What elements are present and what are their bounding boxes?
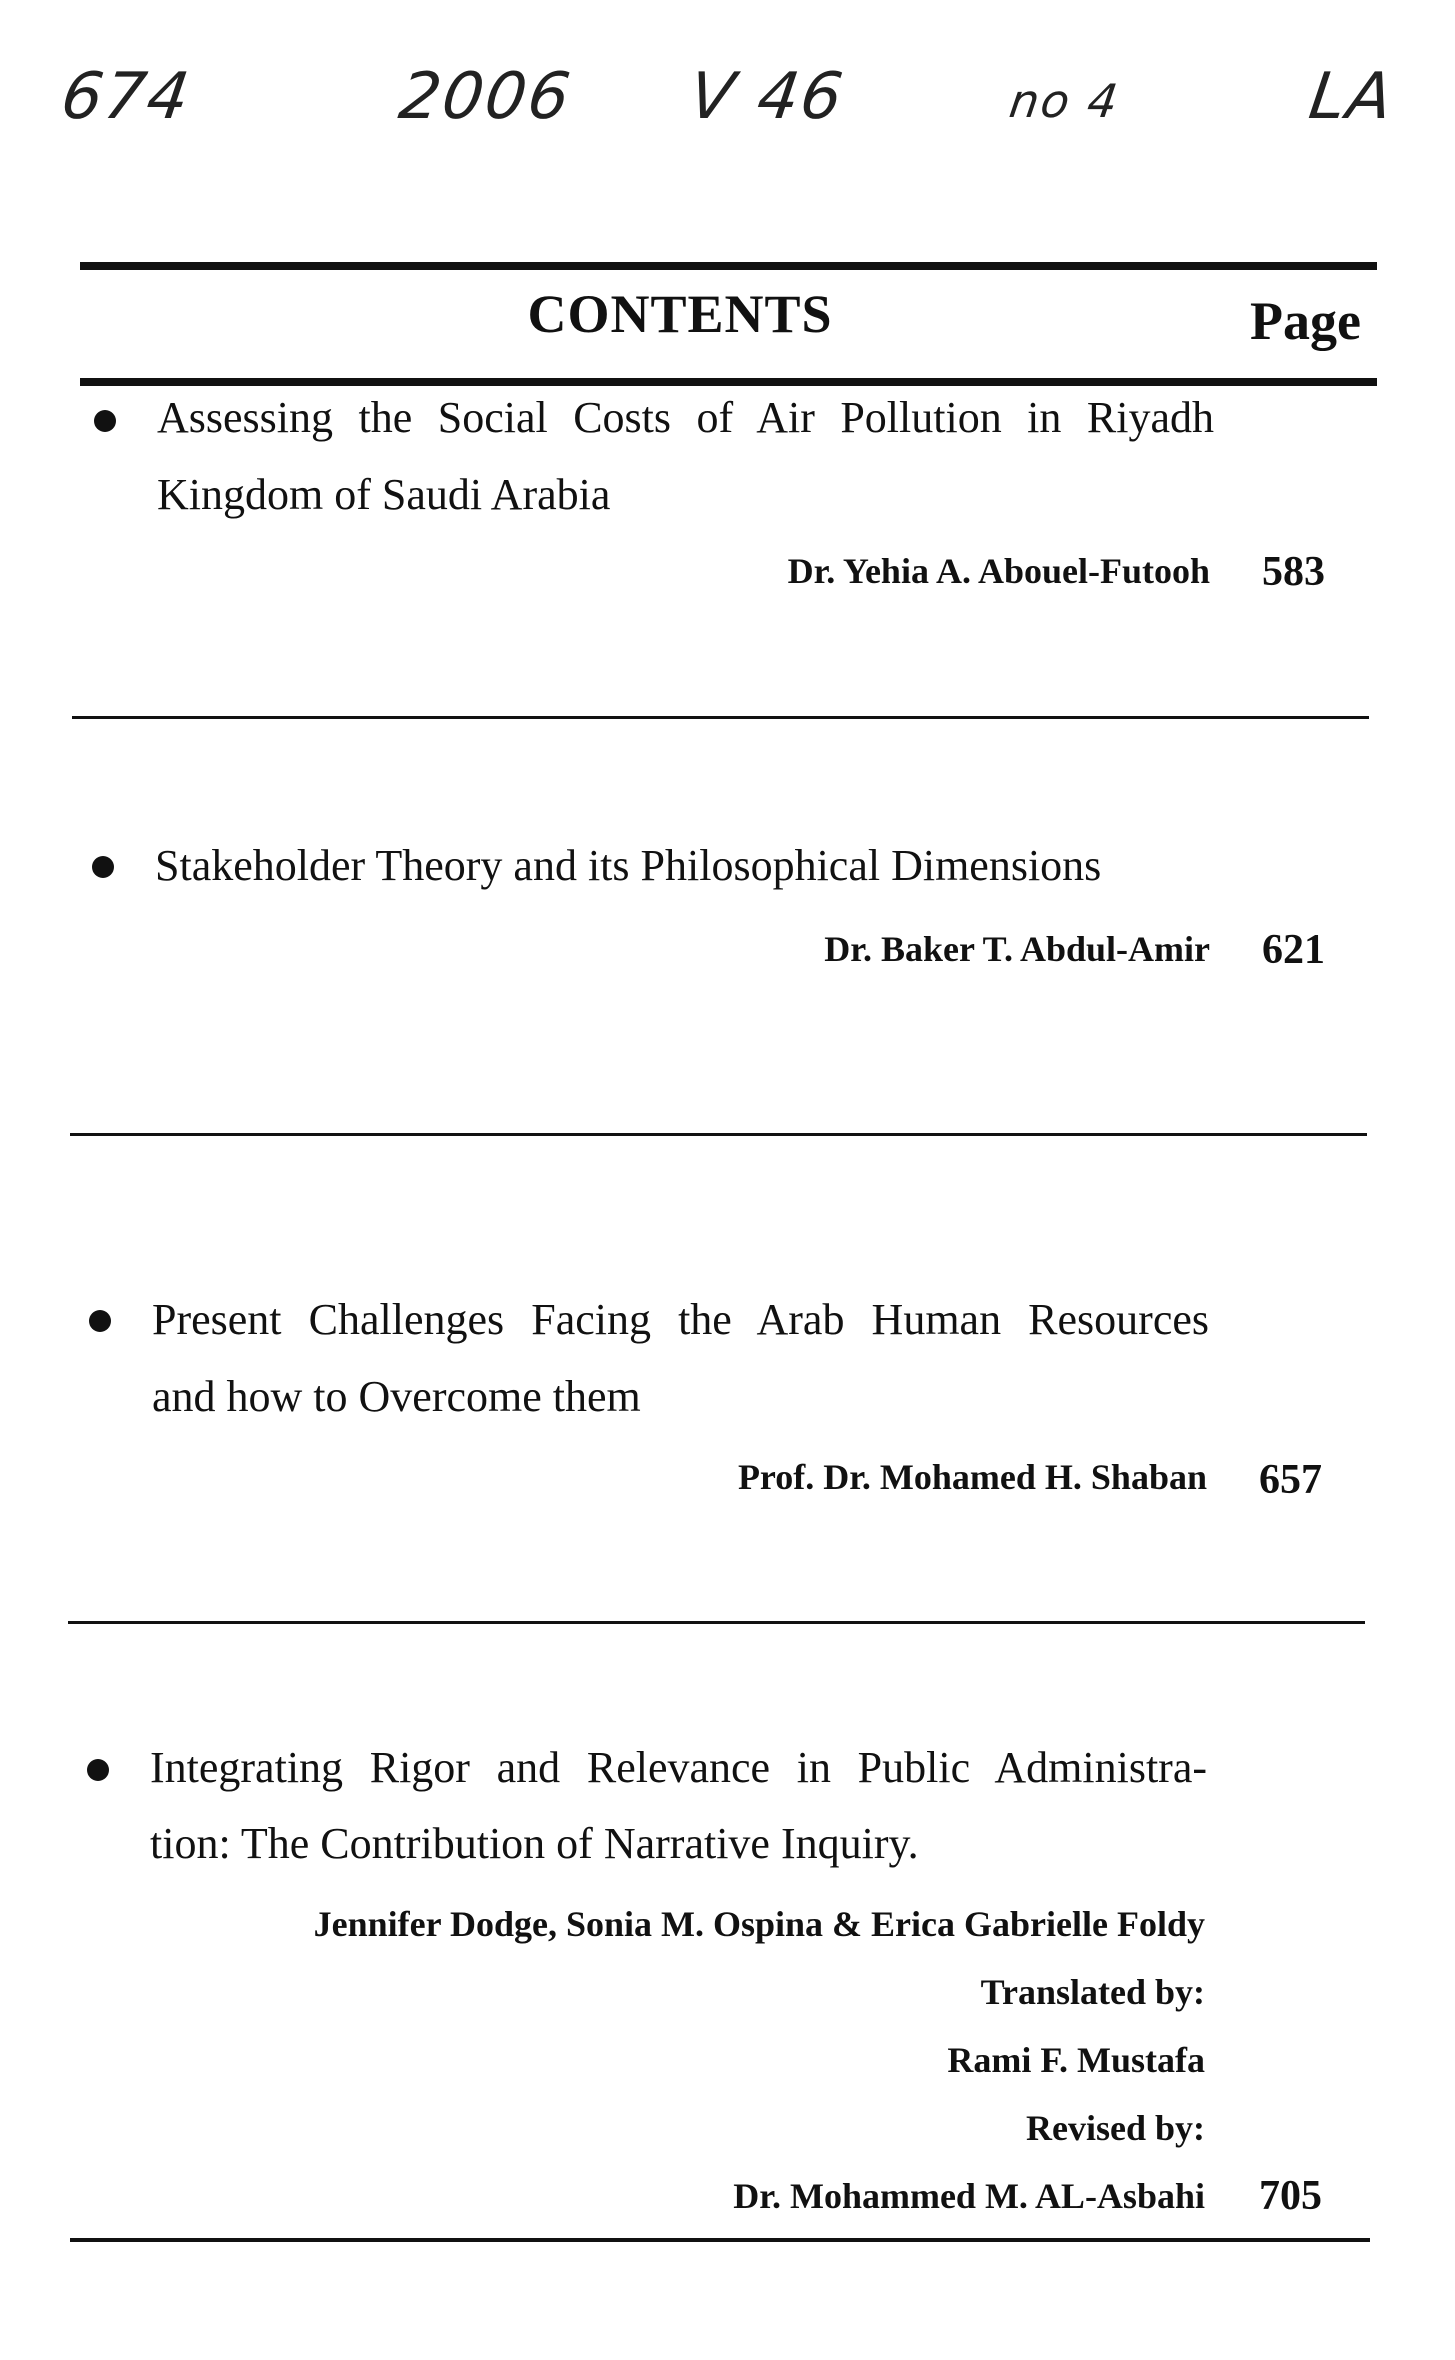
bullet-icon <box>89 1310 111 1332</box>
handwritten-call-number: 674 <box>56 60 196 134</box>
bullet-icon <box>92 856 114 878</box>
bullet-icon <box>87 1759 109 1781</box>
entry-page-number: 657 <box>1259 1457 1322 1503</box>
header-top-rule <box>80 262 1377 270</box>
entry-author: Dr. Baker T. Abdul-Amir <box>824 929 1210 969</box>
page-column-label: Page <box>1250 291 1361 351</box>
bottom-rule <box>70 2238 1370 2242</box>
handwritten-year: 2006 <box>394 60 577 134</box>
handwritten-issue: no 4 <box>1006 74 1123 128</box>
entry-title-line: tion: The Contribution of Narrative Inquiry. <box>150 1819 919 1868</box>
entry-title-line: Assessing the Social Costs of Air Pollution in Riyadh <box>157 393 1214 442</box>
revised-by-label: Revised by: <box>1026 2108 1205 2148</box>
entry-author: Dr. Yehia A. Abouel-Futooh <box>787 551 1210 591</box>
entry-divider <box>70 1133 1367 1136</box>
entry-title-line: Integrating Rigor and Relevance in Public Administra- <box>150 1743 1207 1792</box>
handwritten-volume: V 46 <box>684 60 849 134</box>
entry-title-line: and how to Overcome them <box>152 1372 641 1421</box>
entry-reviser: Dr. Mohammed M. AL-Asbahi <box>733 2176 1205 2216</box>
entry-page-number: 583 <box>1262 549 1325 595</box>
bullet-icon <box>94 410 116 432</box>
header-bottom-rule <box>80 378 1377 386</box>
entry-author: Jennifer Dodge, Sonia M. Ospina & Erica Gabrielle Foldy <box>313 1904 1205 1944</box>
entry-divider <box>72 716 1369 719</box>
entry-translator: Rami F. Mustafa <box>947 2040 1205 2080</box>
handwritten-initials: LA <box>1304 60 1399 134</box>
handwritten-note <box>0 60 1455 200</box>
entry-page-number: 705 <box>1259 2173 1322 2219</box>
contents-title: CONTENTS <box>527 284 833 344</box>
entry-title-line: Present Challenges Facing the Arab Human Resources <box>152 1295 1209 1344</box>
translated-by-label: Translated by: <box>980 1972 1205 2012</box>
entry-divider <box>68 1621 1365 1624</box>
entry-author: Prof. Dr. Mohamed H. Shaban <box>737 1457 1207 1497</box>
entry-title-line: Stakeholder Theory and its Philosophical Dimensions <box>155 841 1102 890</box>
entry-title-line: Kingdom of Saudi Arabia <box>157 470 611 519</box>
entry-page-number: 621 <box>1262 927 1325 973</box>
